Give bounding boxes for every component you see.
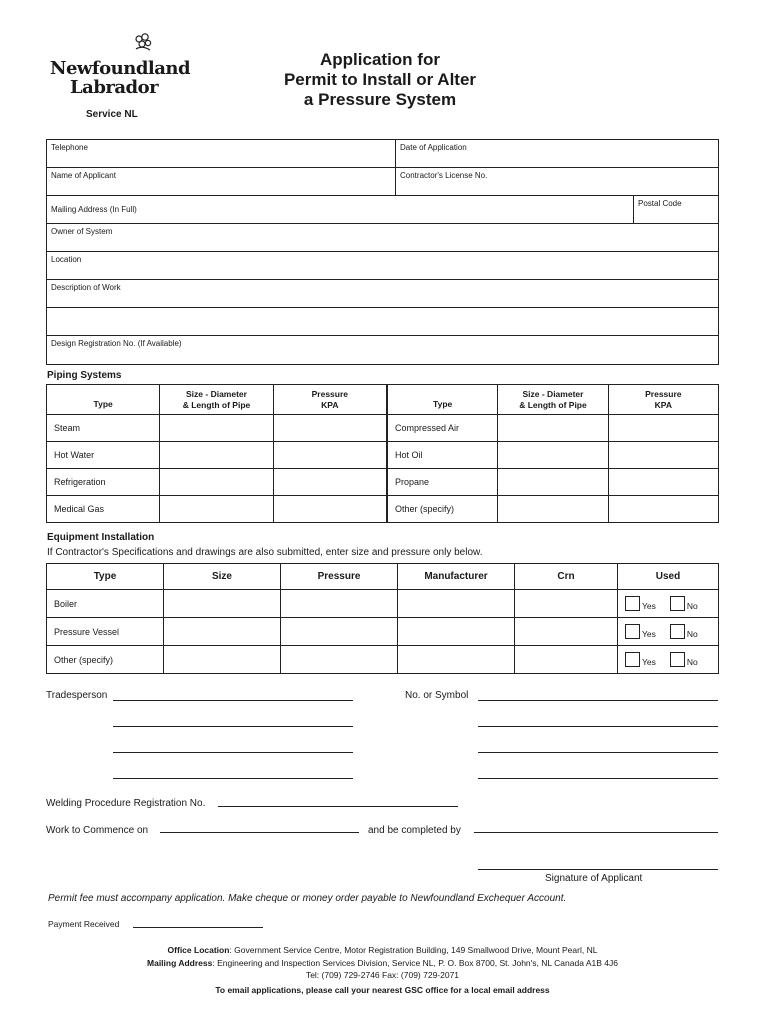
piping-size-cell[interactable] [160, 469, 273, 496]
equipment-crn-cell[interactable] [515, 646, 618, 674]
col-type-left [47, 385, 160, 415]
piping-pressure-cell[interactable] [608, 496, 718, 523]
yes-label: Yes [642, 601, 656, 611]
equipment-pressure-cell[interactable] [281, 590, 398, 618]
piping-pressure-cell[interactable] [608, 442, 718, 469]
equipment-crn-cell[interactable] [515, 618, 618, 646]
piping-size-cell[interactable] [160, 442, 273, 469]
piping-size-cell[interactable] [498, 469, 608, 496]
used-cell [618, 646, 719, 674]
table-row [47, 469, 719, 496]
piping-type-hot-oil: Hot Oil [387, 442, 497, 469]
design-registration-field[interactable]: Design Registration No. (If Available) [51, 339, 182, 348]
piping-header-row [47, 385, 719, 415]
mailing-address [46, 957, 719, 969]
equipment-crn-cell[interactable] [515, 590, 618, 618]
equipment-pressure-cell[interactable] [281, 646, 398, 674]
title-line2: Permit to Install or Alter [283, 70, 477, 89]
equipment-size-cell[interactable] [164, 618, 281, 646]
logo [48, 32, 191, 120]
office-location [46, 944, 719, 956]
welding-label: Welding Procedure Registration No. [46, 798, 206, 809]
yes-checkbox[interactable] [625, 652, 640, 667]
piping-pressure-cell[interactable] [273, 415, 386, 442]
tradesperson-line-2[interactable] [113, 726, 353, 727]
tradesperson-line-4[interactable] [113, 778, 353, 779]
col-pressure-left [273, 385, 386, 415]
date-of-application-field[interactable]: Date of Application [400, 143, 467, 152]
telephone-field[interactable]: Telephone [47, 140, 396, 167]
no-checkbox[interactable] [670, 624, 685, 639]
info-row-description [47, 280, 718, 308]
table-row [47, 646, 719, 674]
piping-size-cell[interactable] [498, 415, 608, 442]
piping-type-hot-water: Hot Water [47, 442, 160, 469]
table-row [47, 415, 719, 442]
piping-size-cell[interactable] [160, 415, 273, 442]
equipment-manufacturer-cell[interactable] [398, 618, 515, 646]
logo-line2: Labrador [70, 77, 159, 98]
col-used: Used [618, 564, 719, 590]
table-row [47, 618, 719, 646]
col-pressure-label-1: Pressure [645, 388, 682, 399]
no-or-symbol-label: No. or Symbol [405, 690, 469, 701]
info-row-mailing [47, 196, 718, 224]
description-of-work-continued[interactable] [47, 308, 718, 335]
no-label: No [686, 657, 698, 667]
col-pressure-label-2: KPA [321, 399, 339, 410]
col-manufacturer: Manufacturer [398, 564, 515, 590]
used-yes-no [625, 596, 718, 611]
signature-label: Signature of Applicant [545, 873, 643, 884]
equipment-manufacturer-cell[interactable] [398, 590, 515, 618]
used-cell [618, 618, 719, 646]
tel-fax: Tel: (709) 729-2746 Fax: (709) 729-2071 [305, 970, 460, 980]
col-pressure-label-2: KPA [654, 399, 672, 410]
work-commence-line[interactable] [160, 832, 359, 833]
equipment-size-cell[interactable] [164, 646, 281, 674]
pitcher-plant-emblem-icon [130, 32, 156, 54]
equipment-type-boiler: Boiler [47, 590, 164, 618]
col-size-label-1: Size - Diameter [522, 388, 584, 399]
col-pressure: Pressure [281, 564, 398, 590]
table-row [47, 590, 719, 618]
info-row-design [47, 336, 718, 364]
office-location-label: Office Location [167, 945, 230, 955]
payment-received-line[interactable] [133, 927, 263, 928]
equipment-header-row [47, 564, 719, 590]
tradesperson-line-3[interactable] [113, 752, 353, 753]
equipment-table [46, 563, 719, 674]
piping-size-cell[interactable] [498, 442, 608, 469]
equipment-pressure-cell[interactable] [281, 618, 398, 646]
contractor-license-field[interactable]: Contractor's License No. [400, 171, 488, 180]
piping-pressure-cell[interactable] [273, 442, 386, 469]
piping-type-other: Other (specify) [387, 496, 497, 523]
signature-line[interactable] [478, 869, 718, 870]
symbol-line-2[interactable] [478, 726, 718, 727]
tradesperson-line-1[interactable] [113, 700, 353, 701]
mailing-address-label: Mailing Address [147, 958, 213, 968]
equipment-manufacturer-cell[interactable] [398, 646, 515, 674]
email-note: To email applications, please call your nearest GSC office for a local email address [215, 985, 550, 995]
yes-label: Yes [642, 657, 656, 667]
piping-heading: Piping Systems [47, 370, 122, 381]
used-cell [618, 590, 719, 618]
col-size-label-2: & Length of Pipe [182, 399, 251, 410]
piping-type-compressed-air: Compressed Air [387, 415, 497, 442]
equipment-size-cell[interactable] [164, 590, 281, 618]
piping-size-cell[interactable] [498, 496, 608, 523]
col-type-label: Type [93, 399, 113, 409]
col-size-left [160, 385, 273, 415]
be-completed-label: and be completed by [368, 825, 461, 836]
piping-size-cell[interactable] [160, 496, 273, 523]
applicant-info-grid [46, 139, 719, 365]
tradesperson-label: Tradesperson [46, 690, 108, 701]
no-checkbox[interactable] [670, 652, 685, 667]
office-location-text: : Government Service Centre, Motor Registration Building, 149 Smallwood Drive, Mount Pearl, NL [229, 945, 598, 955]
name-of-applicant-field[interactable]: Name of Applicant [47, 168, 396, 195]
piping-type-propane: Propane [387, 469, 497, 496]
piping-type-refrigeration: Refrigeration [47, 469, 160, 496]
title-line1: Application for [320, 50, 440, 69]
piping-pressure-cell[interactable] [273, 469, 386, 496]
logo-subtitle: Service NL [86, 109, 138, 120]
info-row-location [47, 252, 718, 280]
equipment-type-other: Other (specify) [47, 646, 164, 674]
col-type-label: Type [433, 399, 453, 409]
equipment-heading: Equipment Installation [47, 532, 155, 543]
info-row-name [47, 168, 718, 196]
permit-fee-note: Permit fee must accompany application. Make cheque or money order payable to Newfoundland Exchequer Account. [48, 893, 567, 904]
piping-pressure-cell[interactable] [608, 415, 718, 442]
be-completed-line[interactable] [474, 832, 718, 833]
piping-type-steam: Steam [47, 415, 160, 442]
piping-type-medical-gas: Medical Gas [47, 496, 160, 523]
info-row-telephone [47, 140, 718, 168]
table-row [47, 496, 719, 523]
info-row-description-cont [47, 308, 718, 336]
logo-line1: Newfoundland [50, 58, 191, 79]
piping-pressure-cell[interactable] [608, 469, 718, 496]
col-type: Type [47, 564, 164, 590]
welding-line[interactable] [218, 806, 458, 807]
info-row-owner [47, 224, 718, 252]
mailing-address-text: : Engineering and Inspection Services Division, Service NL, P. O. Box 8700, St. John's, NL Canada A1B 4J6 [212, 958, 618, 968]
col-size: Size [164, 564, 281, 590]
owner-of-system-field[interactable]: Owner of System [51, 227, 113, 236]
col-size-right [498, 385, 608, 415]
col-size-label-1: Size - Diameter [186, 388, 247, 399]
piping-table [46, 384, 719, 523]
col-crn: Crn [515, 564, 618, 590]
location-field[interactable]: Location [51, 255, 82, 264]
equipment-note: If Contractor's Specifications and drawings are also submitted, enter size and pressure only below. [47, 547, 483, 558]
col-pressure-label-1: Pressure [311, 388, 349, 399]
yes-label: Yes [642, 629, 656, 639]
yes-checkbox[interactable] [625, 624, 640, 639]
used-yes-no [625, 652, 718, 667]
title-line3: a Pressure System [303, 90, 457, 109]
work-commence-label: Work to Commence on [46, 825, 149, 836]
no-label: No [686, 601, 698, 611]
used-yes-no [625, 624, 718, 639]
equipment-type-pressure-vessel: Pressure Vessel [47, 618, 164, 646]
page-title [250, 50, 510, 110]
mailing-address-field[interactable]: Mailing Address (In Full) [47, 196, 634, 223]
piping-pressure-cell[interactable] [273, 496, 386, 523]
col-size-label-2: & Length of Pipe [519, 399, 587, 410]
description-of-work-field[interactable]: Description of Work [51, 283, 121, 292]
symbol-line-4[interactable] [478, 778, 718, 779]
col-type-right [387, 385, 497, 415]
table-row [47, 442, 719, 469]
postal-code-field[interactable]: Postal Code [638, 199, 682, 208]
symbol-line-3[interactable] [478, 752, 718, 753]
yes-checkbox[interactable] [625, 596, 640, 611]
symbol-line-1[interactable] [478, 700, 718, 701]
payment-received-label: Payment Received [48, 919, 120, 929]
col-pressure-right [608, 385, 718, 415]
no-checkbox[interactable] [670, 596, 685, 611]
no-label: No [686, 629, 698, 639]
